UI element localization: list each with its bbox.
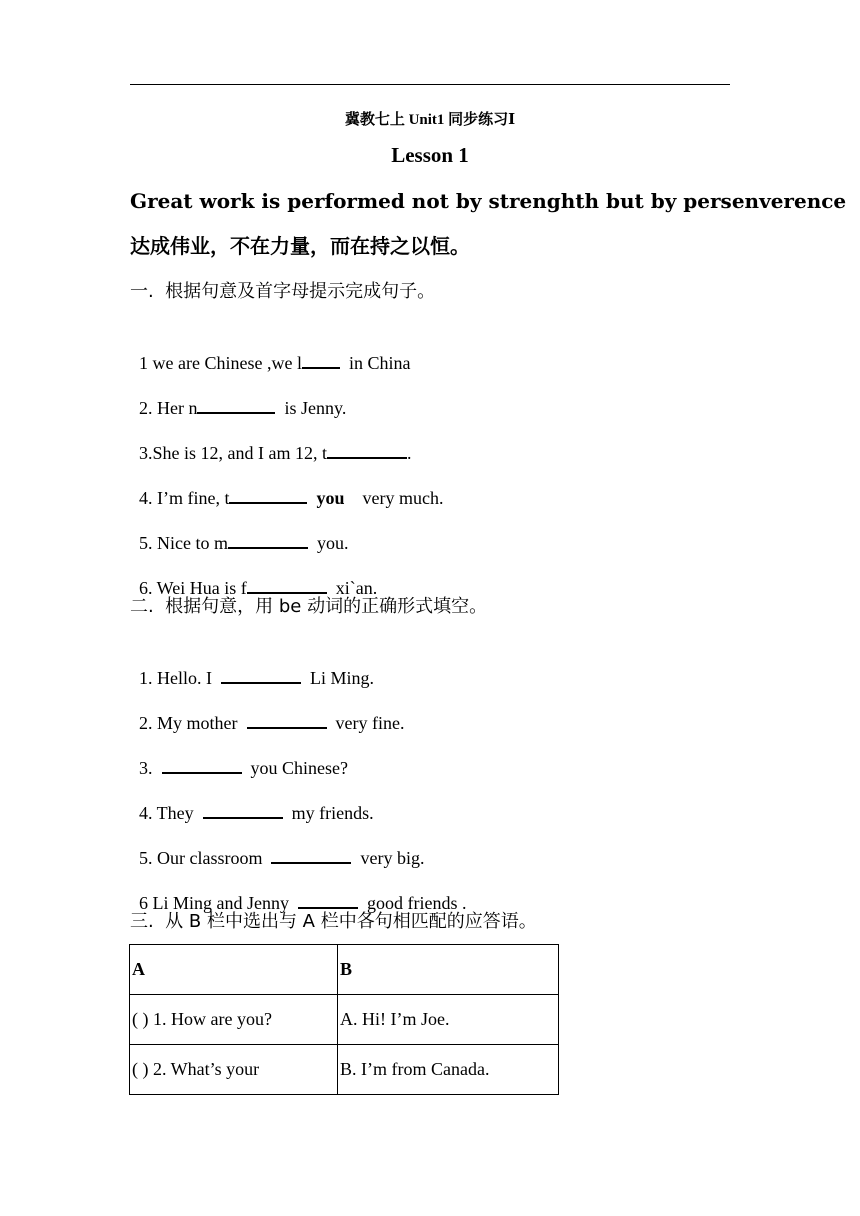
worksheet-subtitle: 冀教七上 Unit1 同步练习Ⅰ (344, 112, 516, 128)
item-text: 5. Our classroom (139, 848, 272, 868)
motto-chinese: 达成伟业，不在力量，而在持之以恒。 (130, 234, 470, 258)
section2-item-6 (130, 865, 466, 915)
column-header-b: B (338, 945, 559, 995)
answer-blank[interactable] (203, 799, 283, 819)
item-text: 6. Wei Hua is f (139, 578, 247, 598)
answer-blank[interactable] (197, 394, 275, 414)
section1-item-6 (130, 550, 377, 600)
table-row (130, 1045, 559, 1095)
item-text: Li Ming. (300, 668, 374, 688)
item-text: 4. I’m fine, t (139, 488, 230, 508)
section2-item-3 (130, 730, 348, 780)
item-text: very fine. (326, 713, 405, 733)
motto-english: Great work is performed not by strenghth but by persenverence (130, 189, 847, 213)
section1-item-1 (130, 325, 410, 375)
item-text: is Jenny. (275, 398, 347, 418)
matching-table (129, 944, 559, 1095)
answer-blank[interactable] (247, 574, 327, 594)
item-text: you. (307, 533, 349, 553)
section3-title: 三. 从 B 栏中选出与 A 栏中各句相匹配的应答语。 (130, 911, 537, 932)
answer-blank[interactable] (229, 484, 307, 504)
table-row (130, 995, 559, 1045)
answer-blank[interactable] (271, 844, 351, 864)
section2-title: 二. 根据句意，用 be 动词的正确形式填空。 (130, 596, 488, 617)
item-text: 1. Hello. I (139, 668, 221, 688)
answer-cell: B. I’m from Canada. (338, 1045, 559, 1095)
section2-item-1 (130, 640, 374, 690)
lesson-title: Lesson 1 (391, 143, 469, 167)
answer-blank[interactable] (221, 664, 301, 684)
item-text: in China (339, 353, 411, 373)
item-text: 6 Li Ming and Jenny (139, 893, 298, 913)
item-text: 3.She is 12, and I am 12, t (139, 443, 327, 463)
top-rule (130, 84, 730, 85)
item-text: you Chinese? (241, 758, 348, 778)
item-text: 2. My mother (139, 713, 247, 733)
question-cell: ( ) 2. What’s your (130, 1045, 338, 1095)
item-text: very much. (344, 488, 444, 508)
item-text: 2. Her n (139, 398, 198, 418)
item-text: 5. Nice to m (139, 533, 228, 553)
item-text: 4. They (139, 803, 203, 823)
section2-item-4 (130, 775, 374, 825)
answer-cell: A. Hi! I’m Joe. (338, 995, 559, 1045)
item-text: very big. (351, 848, 425, 868)
answer-blank[interactable] (302, 349, 340, 369)
item-text: my friends. (282, 803, 374, 823)
answer-blank[interactable] (327, 439, 407, 459)
column-header-a: A (130, 945, 338, 995)
section2-item-2 (130, 685, 404, 735)
section1-title: 一. 根据句意及首字母提示完成句子。 (130, 281, 436, 302)
answer-blank[interactable] (162, 754, 242, 774)
answer-blank[interactable] (298, 889, 358, 909)
bold-word: you (316, 488, 345, 508)
item-text: . (406, 443, 412, 463)
item-text: 1 we are Chinese ,we l (139, 353, 302, 373)
section2-item-5 (130, 820, 424, 870)
table-header-row (130, 945, 559, 995)
answer-blank[interactable] (247, 709, 327, 729)
answer-blank[interactable] (228, 529, 308, 549)
item-text: xi`an. (326, 578, 378, 598)
item-text: good friends . (358, 893, 467, 913)
question-cell: ( ) 1. How are you? (130, 995, 338, 1045)
section1-item-4 (130, 460, 443, 510)
section1-item-5 (130, 505, 348, 555)
section1-item-3 (130, 415, 411, 465)
item-text: 3. (139, 758, 162, 778)
section1-item-2 (130, 370, 346, 420)
